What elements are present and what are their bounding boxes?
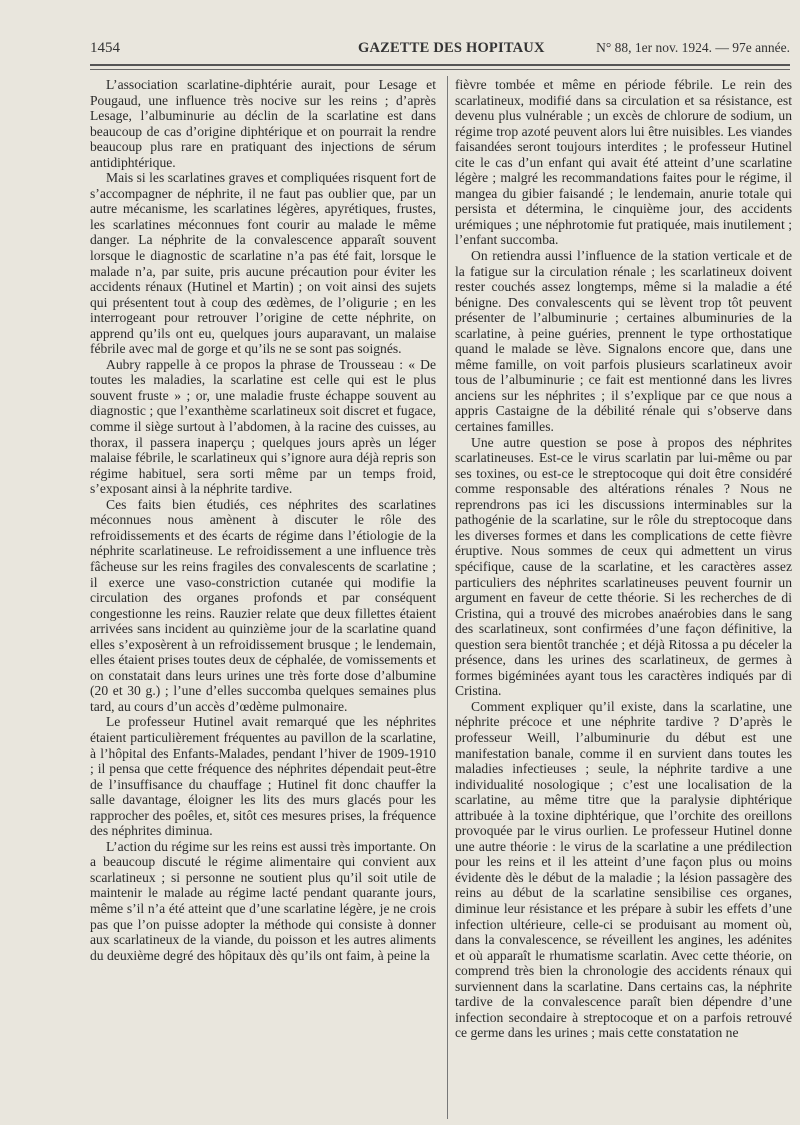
journal-title: GAZETTE DES HOPITAUX <box>358 40 545 56</box>
paragraph: Aubry rappelle à ce propos la phrase de Trousseau : « De toutes les maladies, la scarlatine est celle qui est le plus souvent fruste » ; or, une maladie fruste échappe souvent au diagnostic ; que l’exanthème scarlatineux soit discret et fugace, comme il siège surtout à l’abdomen, à la racine des cuisses, au thorax, il passera inaperçu ; quelques jours après un léger malaise fébrile, le scarlatineux qui s’ignore aura déjà repris son régime habituel, sera sorti même par un temps froid, s’exposant ainsi à la néphrite tardive. <box>90 356 436 497</box>
paragraph: Ces faits bien étudiés, ces néphrites des scarlatines méconnues nous amènent à discuter le rôle des refroidissements et des écarts de régime dans l’étiologie de la néphrite scarlatineuse. Le refroidissement a une influence très fâcheuse sur les reins fragiles des convalescents de scarlatine ; il exerce une vaso-constriction cutanée qui modifie la circulation des organes profonds et par conséquent congestionne les reins. Rauzier relate que deux fillettes étaient arrivées sans incident au quinzième jour de la scarlatine quand elles s’exposèrent à un refroidissement brusque ; le lendemain, elles étaient prises toutes deux de céphalée, de vomissements et on constatait dans leurs urines une très forte dose d’albumine (20 et 30 g.) ; l’une d’elles succomba quelques semaines plus tard, au cours d’un accès d’œdème pulmonaire. <box>90 496 436 714</box>
header-rule-thick <box>90 64 790 66</box>
paragraph: On retiendra aussi l’influence de la station verticale et de la fatigue sur la circulation rénale ; les scarlatineux doivent rester couchés assez longtemps, même si la maladie a été bénigne. Des convalescents qui se lèvent trop tôt peuvent présenter de l’albuminurie ; certaines albuminuries de la scarlatine, à peine guéries, prennent le type orthostatique quand le malade se lève. Signalons encore que, dans une même famille, on voit parfois plusieurs scarlatineux avoir tous de l’albuminurie ; ce fait est mentionné dans les livres anciens sur les néphrites ; il s’explique par ce que nous a appris Castaigne de la débilité rénale qui s’observe dans certaines familles. <box>455 248 792 435</box>
page-number: 1454 <box>90 40 120 56</box>
right-column <box>455 77 792 1041</box>
page-header <box>90 40 790 64</box>
left-column <box>90 77 436 963</box>
paragraph: Mais si les scarlatines graves et compliquées risquent fort de s’accompagner de néphrite, il ne faut pas oublier que, par un autre mécanisme, les scarlatines légères, apyrétiques, frustes, les scarlatines méconnues font courir au malade le même danger. La néphrite de la convalescence apparaît souvent lorsque le diagnostic de scarlatine n’a pas été fait, lorsque le malade n’a, par suite, pris aucune précaution pour éviter les accidents rénaux (Hutinel et Martin) ; on voit ainsi des sujets qui présentent tout à coup des œdèmes, de l’oligurie ; en les interrogeant pour retrouver l’origine de cette néphrite, on apprend qu’ils ont eu, quelques jours auparavant, un malaise fébrile avec mal de gorge et qu’ils ne se sont pas soignés. <box>90 170 436 357</box>
header-rule-thin <box>90 69 790 70</box>
paragraph: Comment expliquer qu’il existe, dans la scarlatine, une néphrite précoce et une néphrite tardive ? D’après le professeur Weill, l’albuminurie du début est une manifestation banale, comme il en survient dans toutes les maladies infectieuses ; seule, la néphrite tardive a une individualité nosologique ; c’est une localisation de la scarlatine, au même titre que la paralysie diphtérique attribuée à la toxine diphtérique, que l’orchite des oreillons provoquée par le virus ourlien. Le professeur Hutinel donne une autre théorie : le virus de la scarlatine a une prédilection pour les reins et il les atteint d’une façon plus ou moins évidente dès le début de la maladie ; la lésion passagère des reins au début de la scarlatine sensibilise ces organes, diminue leur résistance et les prépare à subir les effets d’une infection ultérieure, celle-ci se produisant au moment où, dans la convalescence, se réveillent les angines, les adénites et où apparaît le rhumatisme scarlatin. Avec cette théorie, on comprend très bien la chronologie des accidents rénaux qui surviennent dans la scarlatine. Dans certains cas, la néphrite tardive de la convalescence paraît bien dépendre d’une infection secondaire à streptocoque et on a parfois retrouvé ce germe dans les urines ; mais cette constatation ne <box>455 698 792 1041</box>
issue-info: N° 88, 1er nov. 1924. — 97e année. <box>596 40 790 55</box>
paragraph: L’action du régime sur les reins est aussi très importante. On a beaucoup discuté le régime alimentaire qui convient aux scarlatineux ; si personne ne soutient plus qu’il soit utile de maintenir le malade au régime lacté pendant quarante jours, même s’il n’a été atteint que d’une scarlatine légère, je ne crois pas que l’on puisse adopter la méthode qui consiste à donner aux scarlatineux de la viande, du poisson et les autres aliments du deuxième degré des hôpitaux dès qu’ils ont faim, à peine la <box>90 838 436 963</box>
column-divider <box>447 76 448 1119</box>
paragraph: Le professeur Hutinel avait remarqué que les néphrites étaient particulièrement fréquentes au pavillon de la scarlatine, à l’hôpital des Enfants-Malades, pendant l’hiver de 1909-1910 ; il pensa que cette fréquence des néphrites dépendait peut-être de l’insuffisance du chauffage ; Hutinel fit donc chauffer la salle davantage, éloigner les lits des murs glacés pour les rapprocher des poêles, et, sitôt ces mesures prises, la fréquence des néphrites diminua. <box>90 714 436 839</box>
paragraph: Une autre question se pose à propos des néphrites scarlatineuses. Est-ce le virus scarlatin par lui-même ou par ses toxines, ou est-ce le streptocoque qui doit être considéré comme responsable des altérations rénales ? Nous ne reprendrons pas ici les discussions interminables sur la pathogénie de la scarlatine, sur le rôle du streptocoque dans les diverses formes et dans les complications de cette fièvre éruptive. Nous sommes de ceux qui admettent un virus spécifique, cause de la scarlatine, et les caractères assez particuliers des néphrites scarlatineuses peuvent fournir un argument en faveur de cette théorie. Si les recherches de di Cristina, qui a trouvé des microbes anaérobies dans le sang des scarlatineux, sont confirmées d’une façon définitive, la question sera bientôt tranchée ; et déjà Ritossa a pu déceler la présence, dans les urines des scarlatineux, de germes à formes bigéminées ayant tous les caractères indiqués par di Cristina. <box>455 434 792 699</box>
paragraph: L’association scarlatine-diphtérie aurait, pour Lesage et Pougaud, une influence très nocive sur les reins ; d’après Lesage, l’albuminurie au déclin de la scarlatine est dans beaucoup de cas d’origine diphtérique et on pourrait la rendre beaucoup plus rare en pratiquant des injections de sérum antidiphtérique. <box>90 77 436 170</box>
paragraph: fièvre tombée et même en période fébrile. Le rein des scarlatineux, modifié dans sa circulation et sa résistance, est devenu plus vulnérable ; un excès de chlorure de sodium, un régime trop azoté peuvent alors lui être nuisibles. Les viandes faisandées seront toujours interdites ; le professeur Hutinel cite le cas d’un enfant qui avait été atteint d’une scarlatine légère ; malgré les recommandations faites pour le régime, il mangea du gibier faisandé ; le lendemain, anurie totale qui persista et détermina, le cinquième jour, des accidents urémiques ; une néphrotomie fut pratiquée, mais inutilement ; l’enfant succomba. <box>455 77 792 248</box>
